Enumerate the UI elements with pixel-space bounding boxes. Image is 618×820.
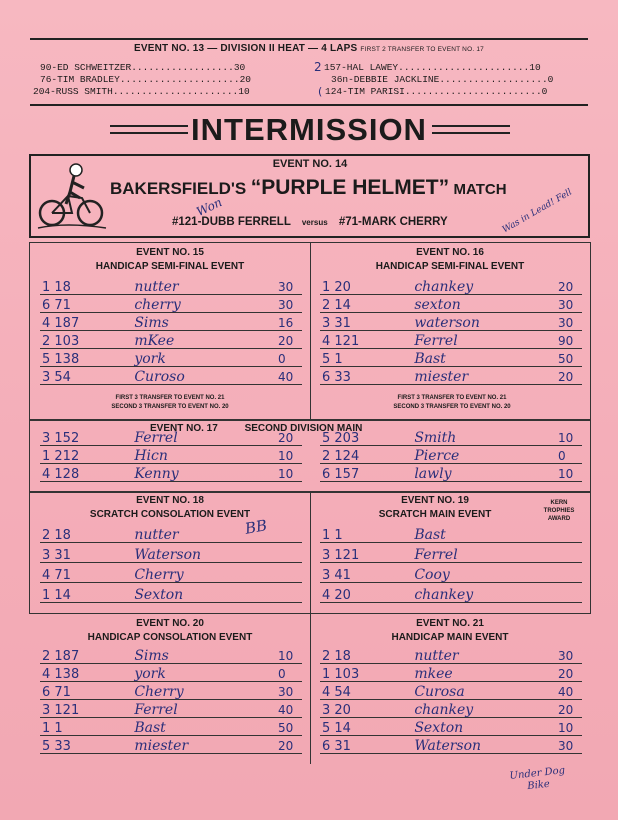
event14-riders — [172, 216, 448, 228]
entry-position: 3 31 — [322, 316, 351, 331]
entry-rider-name: Cooy — [414, 567, 450, 583]
rider-name: 124-TIM PARISI — [325, 86, 405, 97]
entry-position: 4 128 — [42, 467, 80, 482]
entry-rider-name: Sims — [134, 648, 169, 664]
event13-left-row: 204-RUSS SMITH......................10 — [33, 86, 250, 97]
handwritten-note: Was in Lead! Fell — [500, 187, 574, 236]
event13-right-row: 36n-DEBBIE JACKLINE...................0 — [331, 74, 554, 85]
event13-pos: 2 — [314, 60, 322, 74]
event15-note2: SECOND 3 TRANSFER TO EVENT NO. 20 — [111, 404, 229, 410]
entry-rider-name: Cherry — [134, 567, 184, 583]
entry-score: 90 — [558, 334, 574, 348]
entry-score: 50 — [278, 721, 294, 735]
entry-position: 5 1 — [322, 352, 343, 367]
entry-rider-name: nutter — [414, 648, 459, 664]
entry-position: 4 54 — [322, 685, 351, 700]
event17-title: EVENT NO. 17 — [150, 423, 218, 434]
entry-rider-name: Bast — [134, 720, 166, 736]
event15-note1: FIRST 3 TRANSFER TO EVENT NO. 21 — [115, 395, 225, 401]
rider-score: 30 — [233, 62, 246, 73]
entry-rider-name: Hicn — [134, 448, 168, 464]
entry-line — [320, 542, 582, 543]
award-line: KERN — [550, 500, 568, 506]
entry-position: 6 71 — [42, 298, 71, 313]
entry-position: 4 71 — [42, 568, 71, 583]
event14-match-title — [110, 176, 580, 200]
divider — [310, 492, 311, 614]
handwritten-won: Won — [194, 195, 225, 219]
entry-score: 10 — [558, 721, 574, 735]
entry-rider-name: sexton — [414, 297, 461, 313]
entry-position: 3 152 — [42, 431, 80, 446]
event13-title-text: EVENT NO. 13 — DIVISION II HEAT — 4 LAPS — [134, 43, 358, 54]
entry-score: 16 — [278, 316, 294, 330]
entry-score: 30 — [278, 280, 294, 294]
event15-subtitle: HANDICAP SEMI-FINAL EVENT — [95, 261, 245, 272]
entry-score: 20 — [558, 280, 574, 294]
entry-score: 30 — [558, 316, 574, 330]
event21-subtitle: HANDICAP MAIN EVENT — [391, 632, 509, 643]
rider-score: 0 — [547, 74, 554, 85]
entry-score: 40 — [558, 685, 574, 699]
event17-subtitle: SECOND DIVISION MAIN — [244, 423, 363, 434]
rider-score: 10 — [529, 62, 541, 73]
rider-score: 10 — [238, 86, 250, 97]
entry-rider-name: miester — [414, 369, 469, 385]
entry-position: 3 41 — [322, 568, 351, 583]
entry-position: 3 20 — [322, 703, 351, 718]
entry-position: 3 121 — [322, 548, 360, 563]
entry-score: 0 — [278, 352, 286, 366]
event13-right-row: 124-TIM PARISI........................0 — [325, 86, 548, 97]
entry-score: 30 — [558, 298, 574, 312]
intermission-heading: INTERMISSION — [191, 112, 427, 147]
entry-score: 0 — [278, 667, 286, 681]
entry-position: 6 157 — [322, 467, 360, 482]
entry-position: 6 71 — [42, 685, 71, 700]
entry-rider-name: Sexton — [414, 720, 464, 736]
entry-position: 2 14 — [322, 298, 351, 313]
rider-score: 0 — [541, 86, 548, 97]
entry-rider-name: Bast — [414, 351, 446, 367]
handwritten-note: Under Dog Bike — [509, 765, 566, 793]
entry-line — [40, 463, 302, 464]
entry-position: 1 18 — [42, 280, 71, 295]
top-rule — [30, 38, 588, 40]
entry-position: 2 124 — [322, 449, 360, 464]
entry-rider-name: Curosa — [414, 684, 465, 700]
event19-subtitle: SCRATCH MAIN EVENT — [378, 509, 492, 520]
entry-rider-name: chankey — [414, 279, 474, 295]
event18-title: EVENT NO. 18 — [136, 495, 204, 506]
rider-name: 36n-DEBBIE JACKLINE — [331, 74, 440, 85]
entry-position: 3 121 — [42, 703, 80, 718]
entry-position: 5 33 — [42, 739, 71, 754]
event16-title: EVENT NO. 16 — [416, 247, 484, 258]
entry-rider-name: Curoso — [134, 369, 185, 385]
entry-position: 1 20 — [322, 280, 351, 295]
entry-position: 3 31 — [42, 548, 71, 563]
entry-line — [40, 366, 302, 367]
entry-line — [40, 735, 302, 736]
rule — [30, 104, 588, 106]
entry-rider-name: Waterson — [414, 738, 482, 754]
entry-score: 10 — [278, 649, 294, 663]
rider-name: 157-HAL LAWEY — [324, 62, 399, 73]
event18-subtitle: SCRATCH CONSOLATION EVENT — [89, 509, 251, 520]
entry-score: 40 — [278, 703, 294, 717]
entry-position: 5 14 — [322, 721, 351, 736]
event20-subtitle: HANDICAP CONSOLATION EVENT — [87, 632, 253, 643]
entry-position: 1 1 — [42, 721, 63, 736]
award-note — [534, 499, 584, 523]
entry-rider-name: Kenny — [134, 466, 179, 482]
entry-position: 3 54 — [42, 370, 71, 385]
entry-rider-name: Ferrel — [134, 430, 178, 446]
entry-position: 2 18 — [42, 528, 71, 543]
rider-1: #121-DUBB FERRELL — [172, 216, 291, 228]
entry-score: 30 — [558, 739, 574, 753]
entry-rider-name: miester — [134, 738, 189, 754]
award-line: AWARD — [547, 516, 571, 522]
entry-score: 40 — [278, 370, 294, 384]
entry-line — [40, 330, 302, 331]
entry-rider-name: chankey — [414, 702, 474, 718]
entry-score: 10 — [558, 467, 574, 481]
entry-position: 1 1 — [322, 528, 343, 543]
entry-rider-name: Sexton — [134, 587, 184, 603]
entry-rider-name: chankey — [414, 587, 474, 603]
entry-score: 20 — [278, 431, 294, 445]
entry-score: 20 — [558, 370, 574, 384]
event16-note1: FIRST 3 TRANSFER TO EVENT NO. 21 — [397, 395, 507, 401]
entry-rider-name: Ferrel — [414, 547, 458, 563]
entry-position: 1 103 — [322, 667, 360, 682]
entry-score: 30 — [558, 649, 574, 663]
event15-title: EVENT NO. 15 — [136, 247, 204, 258]
entry-rider-name: Sims — [134, 315, 169, 331]
event21-title: EVENT NO. 21 — [416, 618, 484, 629]
divider — [310, 242, 311, 420]
entry-rider-name: york — [134, 351, 166, 367]
entry-rider-name: Smith — [414, 430, 457, 446]
entry-rider-name: nutter — [134, 527, 179, 543]
event13-note: FIRST 2 TRANSFER TO EVENT NO. 17 — [360, 46, 484, 53]
entry-score: 10 — [558, 431, 574, 445]
event13-pos: ( — [318, 85, 323, 98]
rider-name: 76-TIM BRADLEY — [40, 74, 120, 85]
handwritten-mark: BB — [243, 516, 269, 538]
entry-rider-name: Cherry — [134, 684, 184, 700]
event13-title — [30, 43, 588, 54]
entry-position: 4 121 — [322, 334, 360, 349]
entry-rider-name: mKee — [134, 333, 175, 349]
entry-rider-name: cherry — [134, 297, 181, 313]
event16-subtitle: HANDICAP SEMI-FINAL EVENT — [375, 261, 525, 272]
entry-position: 1 14 — [42, 588, 71, 603]
entry-position: 4 138 — [42, 667, 80, 682]
entry-score: 20 — [558, 667, 574, 681]
match-pre: BAKERSFIELD'S — [110, 179, 247, 198]
entry-rider-name: Pierce — [414, 448, 460, 464]
entry-score: 20 — [558, 703, 574, 717]
entry-score: 30 — [278, 298, 294, 312]
entry-rider-name: waterson — [414, 315, 480, 331]
entry-rider-name: Ferrel — [414, 333, 458, 349]
entry-position: 5 203 — [322, 431, 360, 446]
entry-score: 30 — [278, 685, 294, 699]
entry-position: 6 33 — [322, 370, 351, 385]
event13-left-row: 90-ED SCHWEITZER..................30 — [40, 62, 246, 73]
entry-line — [40, 681, 302, 682]
event13-left-row: 76-TIM BRADLEY.....................20 — [40, 74, 251, 85]
entry-line — [320, 582, 582, 583]
entry-score: 10 — [278, 449, 294, 463]
entry-line — [40, 663, 302, 664]
entry-position: 2 103 — [42, 334, 80, 349]
entry-score: 20 — [278, 739, 294, 753]
entry-position: 6 31 — [322, 739, 351, 754]
divider — [310, 614, 311, 764]
rider-name: 204-RUSS SMITH — [33, 86, 113, 97]
entry-position: 4 20 — [322, 588, 351, 603]
entry-line — [320, 366, 582, 367]
entry-rider-name: mkee — [414, 666, 453, 682]
rider-score: 20 — [239, 74, 251, 85]
entry-position: 5 138 — [42, 352, 80, 367]
event13-right-row: 157-HAL LAWEY.......................10 — [324, 62, 541, 73]
event16-note2: SECOND 3 TRANSFER TO EVENT NO. 20 — [393, 404, 511, 410]
versus: versus — [301, 218, 328, 227]
entry-score: 50 — [558, 352, 574, 366]
match-post: MATCH — [453, 181, 507, 198]
rider-name: 90-ED SCHWEITZER — [40, 62, 132, 73]
entry-position: 1 212 — [42, 449, 80, 464]
entry-rider-name: york — [134, 666, 166, 682]
bmx-rider-illustration — [36, 158, 108, 234]
entry-position: 2 187 — [42, 649, 80, 664]
entry-rider-name: lawly — [414, 466, 452, 482]
entry-score: 20 — [278, 334, 294, 348]
event20-title: EVENT NO. 20 — [136, 618, 204, 629]
award-line: TROPHIES — [543, 508, 575, 514]
event14-title: EVENT NO. 14 — [272, 158, 348, 170]
entry-rider-name: nutter — [134, 279, 179, 295]
rider-2: #71-MARK CHERRY — [338, 216, 448, 228]
entry-rider-name: Bast — [414, 527, 446, 543]
entry-position: 2 18 — [322, 649, 351, 664]
match-name: “PURPLE HELMET” — [250, 176, 450, 199]
entry-score: 0 — [558, 449, 566, 463]
entry-rider-name: Waterson — [134, 547, 202, 563]
entry-rider-name: Ferrel — [134, 702, 178, 718]
entry-position: 4 187 — [42, 316, 80, 331]
event19-title: EVENT NO. 19 — [401, 495, 469, 506]
entry-score: 10 — [278, 467, 294, 481]
